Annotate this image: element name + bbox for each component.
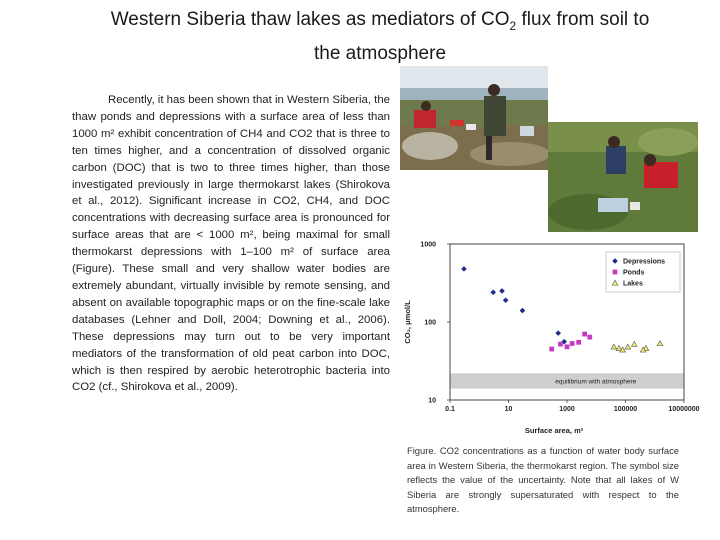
data-point-depressions <box>520 308 526 314</box>
x-axis-label: Surface area, m² <box>524 426 584 435</box>
equilibrium-band-label: equilibrium with atmosphere <box>555 378 637 386</box>
field-photo-tundra-image <box>548 122 698 232</box>
body-paragraph: Recently, it has been shown that in Western Siberia, the thaw ponds and depressions with a surface area of less than 1000 m² exhibit concentration of CH4 and CO2 that is three to ten times higher, and a concentration of dissolved organic carbon (DOC) that is two to three times higher, than those investigated previously in large thermokarst lakes (Shirokova et al., 2012). Significant increase in CO2, CH4, and DOC concentrations with decreasing surface area is pronounced for surface areas that are < 1000 m², being maximal for small thermokarst depressions with 1–100 m² of surface area (Figure). These small and very shallow water bodies are extremely abundant, virtually invisible by remote sensing, and absent on available topographic maps or on the fine-scale lake databases (Lehner and Doll, 2004; Downing et al., 2006). These depressions may turn out to be very important mediators of the transformation of old peat carbon into DOC, which is then respired by aerobic heterotrophic bacteria into CO2 (cf., Shirokova et al., 2009). <box>72 94 390 394</box>
figure-caption: Figure. CO2 concentrations as a function of water body surface area in Western Siberia, the thermokarst region. The symbol size reflects the value of the uncertainty. Note that all lakes of W Siberia are strongly supersaturated with respect to the atmosphere. <box>407 445 679 515</box>
x-tick-label: 0.1 <box>445 406 455 413</box>
data-point-ponds <box>558 342 563 347</box>
page-title <box>80 6 680 68</box>
title-line-2: the atmosphere <box>313 42 447 64</box>
legend-label-depressions: Depressions <box>623 258 666 266</box>
legend-label-lakes: Lakes <box>623 280 643 288</box>
y-tick-label: 10 <box>428 397 436 405</box>
chart-svg <box>398 236 700 442</box>
x-tick-label: 10 <box>504 406 513 413</box>
y-axis-label: CO₂, μmol/L <box>403 300 412 344</box>
data-point-depressions <box>499 288 505 294</box>
co2-surface-area-chart <box>398 236 700 442</box>
data-point-ponds <box>582 332 587 337</box>
data-point-lakes <box>632 341 638 346</box>
title-text-part: flux from soil to <box>516 9 650 30</box>
data-point-depressions <box>503 297 509 303</box>
x-tick-label: 10000000 <box>668 406 700 413</box>
field-photo-tundra <box>548 122 698 232</box>
body-paragraph-container <box>72 92 390 396</box>
y-tick-label: 100 <box>424 319 436 327</box>
data-point-lakes <box>657 341 663 346</box>
title-subscript: 2 <box>509 18 517 33</box>
data-point-ponds <box>565 344 570 349</box>
data-point-lakes <box>611 344 617 349</box>
x-tick-label: 100000 <box>613 406 638 413</box>
data-point-depressions <box>461 266 467 272</box>
legend-marker-ponds <box>613 270 618 275</box>
data-point-ponds <box>570 341 575 346</box>
data-point-ponds <box>576 340 581 345</box>
data-point-lakes <box>625 344 631 349</box>
data-point-depressions <box>555 330 561 336</box>
data-point-depressions <box>490 290 496 296</box>
x-tick-label: 1000 <box>559 406 575 413</box>
field-photo-lake-image <box>400 66 548 170</box>
data-point-ponds <box>549 347 554 352</box>
legend-label-ponds: Ponds <box>623 269 645 277</box>
data-point-ponds <box>587 335 592 340</box>
title-text-part: Western Siberia thaw lakes as mediators of CO <box>110 9 510 30</box>
field-photo-lake <box>400 66 548 170</box>
y-tick-label: 1000 <box>420 241 436 249</box>
title-line-1 <box>80 6 680 40</box>
